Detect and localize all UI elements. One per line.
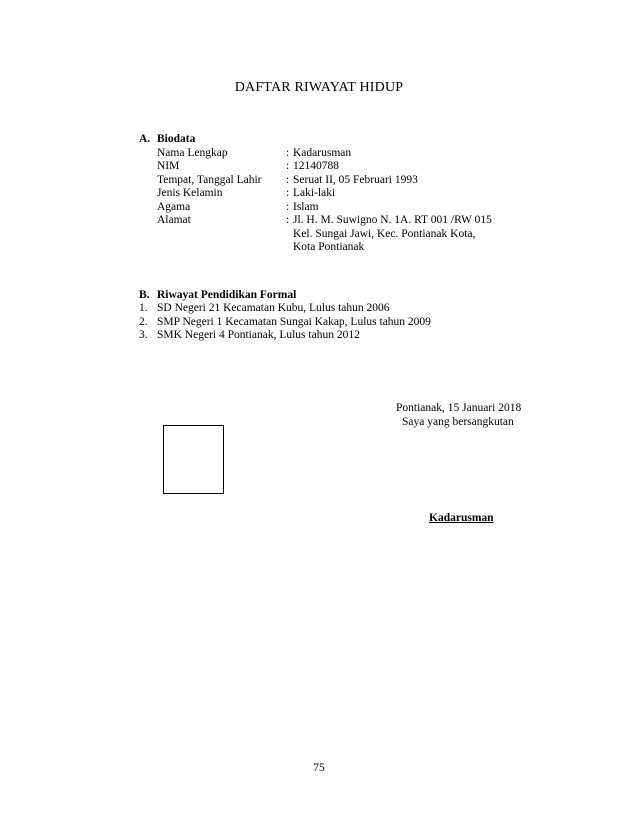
page-title: DAFTAR RIWAYAT HIDUP <box>234 80 404 95</box>
list-item-number: 3. <box>139 329 148 341</box>
list-item: SMP Negeri 1 Kecamatan Sungai Kakap, Lulus tahun 2009 <box>157 316 431 328</box>
list-item-number: 2. <box>139 316 148 328</box>
section-heading: Riwayat Pendidikan Formal <box>157 289 297 301</box>
field-value: Kadarusman <box>293 147 352 159</box>
field-separator: : <box>286 147 290 159</box>
field-separator: : <box>286 160 290 172</box>
list-item-number: 1. <box>139 302 148 314</box>
field-value: Jl. H. M. Suwigno N. 1A. RT 001 /RW 015 <box>293 214 492 226</box>
photo-placeholder <box>163 425 224 494</box>
signer-name: Kadarusman <box>429 512 494 524</box>
field-value: 12140788 <box>293 160 339 172</box>
address-continuation: Kel. Sungai Jawi, Kec. Pontianak Kota, <box>293 228 476 240</box>
list-item: SMK Negeri 4 Pontianak, Lulus tahun 2012 <box>157 329 360 341</box>
page-number: 75 <box>313 762 325 774</box>
section-heading: Biodata <box>157 133 196 145</box>
field-value: Laki-laki <box>293 187 336 199</box>
field-separator: : <box>286 214 290 226</box>
field-label: NIM <box>157 160 180 172</box>
field-label: Jenis Kelamin <box>157 187 223 199</box>
field-value: Seruat II, 05 Februari 1993 <box>293 174 418 186</box>
place-date: Pontianak, 15 Januari 2018 <box>396 402 522 414</box>
signer-label: Saya yang bersangkutan <box>402 416 514 428</box>
field-separator: : <box>286 174 290 186</box>
field-label: Nama Lengkap <box>157 147 228 159</box>
section-letter: A. <box>139 133 151 145</box>
section-letter: B. <box>139 289 150 301</box>
address-continuation: Kota Pontianak <box>293 241 365 253</box>
field-label: Tempat, Tanggal Lahir <box>157 174 262 186</box>
field-value: Islam <box>293 201 319 213</box>
field-separator: : <box>286 201 290 213</box>
list-item: SD Negeri 21 Kecamatan Kubu, Lulus tahun 2006 <box>157 302 390 314</box>
field-label: Agama <box>157 201 191 213</box>
field-separator: : <box>286 187 290 199</box>
field-label: Alamat <box>157 214 191 226</box>
